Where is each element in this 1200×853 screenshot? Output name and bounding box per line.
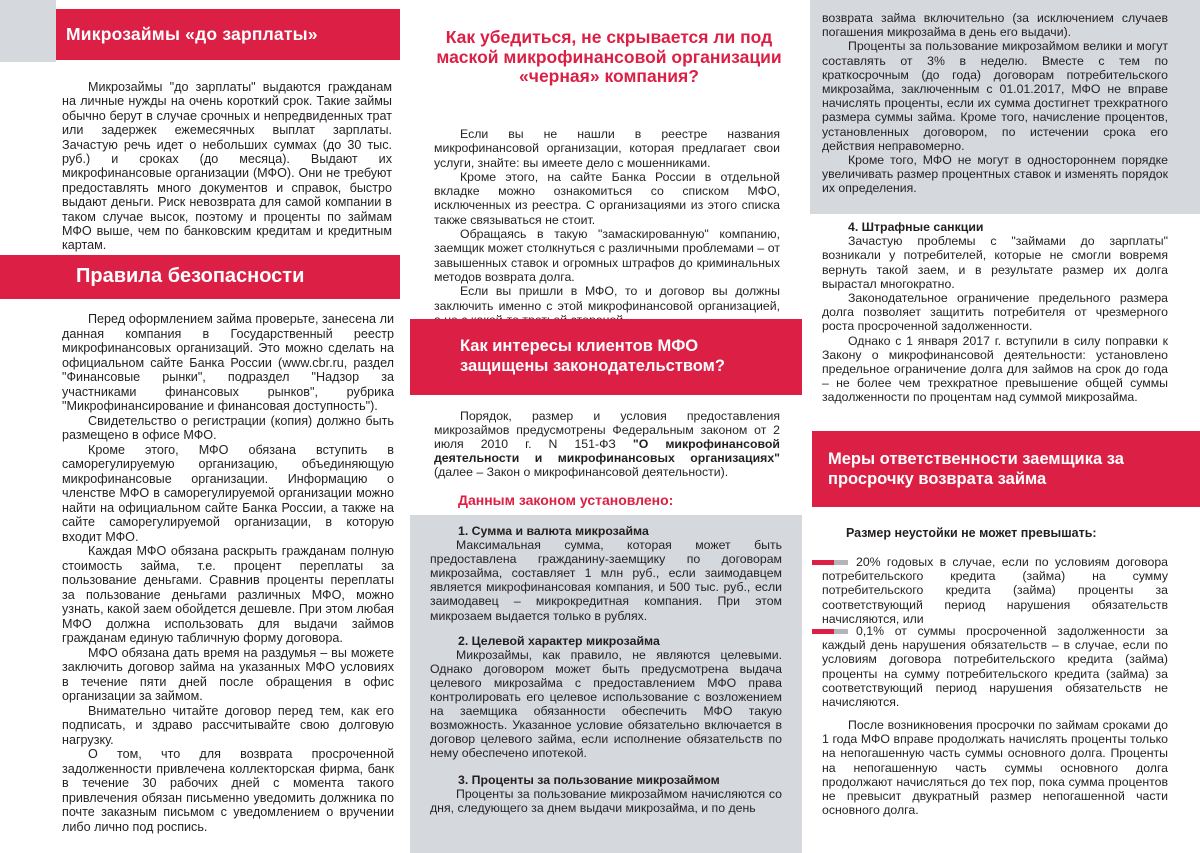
black-company-paragraph: Кроме этого, на сайте Банка России в отдельной вкладке можно ознакомиться со списком МФО, исключенных из реестра. С организациями из этого списка также связываться не стоит. — [434, 169, 780, 227]
law-name: "О микрофинансовой деятельности и микрофинансовых организациях" — [434, 437, 780, 465]
safety-paragraph: Перед оформлением займа проверьте, занесена ли данная компания в Государственный реестр микрофинансовых организаций. Это можно сделать на официальном сайте Банка России (www.cbr.ru, раздел "Финансовые рынки", подраздел "Надзор за участниками финансовых рынков", рубрика "Микрофинансирование и финансовая доступность"). — [62, 312, 394, 413]
law-item-title: 1. Сумма и валюта микрозайма — [458, 524, 649, 538]
interest-block — [822, 11, 1168, 196]
microloans-intro: Микрозаймы "до зарплаты" выдаются гражданам на личные нужды на очень короткий срок. Такие займы обычно берут в случае срочных и непредвиденных трат или задержек ежемесячных выплат зарплаты. Зачастую речь идет о небольших суммах (до 30 тыс. руб.) и сроках (до месяца). Выдают их микрофинансовые организации (МФО). Они не требуют предоставлять много документов и справок, быстро выдают деньги. Риск невозврата для самой компании в таком случае высок, поэтому и проценты по займам МФО выше, чем по банковским кредитам и кредитным картам. — [62, 80, 392, 253]
title-band-responsibility — [812, 431, 1200, 507]
column-2 — [400, 0, 810, 853]
penalties-paragraph: Однако с 1 января 2017 г. вступили в силу поправки к Закону о микрофинансовой деятельности: установлено предельное ограничение долга для займов на срок до года – не более чем трехкратное превышение общей суммы задолженности по процентам над суммой микрозайма. — [822, 333, 1168, 405]
title-band-protection — [410, 319, 802, 395]
safety-paragraph: Внимательно читайте договор перед тем, как его подписать, и здраво рассчитывайте свою долговую нагрузку. — [62, 703, 394, 747]
safety-paragraph: Кроме этого, МФО обязана вступить в саморегулируемую организацию, объединяющую микрофинансовые организации. Информацию о членстве МФО в саморегулируемой организации можно найти на официальном сайте Банка России, а также на сайте саморегулируемой организации, в которую входит МФО. — [62, 442, 394, 544]
protection-title: Как интересы клиентов МФО защищены законодательством? — [460, 337, 725, 375]
law-item-text: Микрозаймы, как правило, не являются целевыми. Однако договором может быть предусмотрена выдача целевого микрозайма с предоставлением МФО права контролировать его целевое использование с возложением на заемщика обязанности обеспечить МФО такую возможность. Указанное условие обязательно включается в договор целевого займа, если исполнение обязательств по нему обеспечено ипотекой. — [430, 647, 782, 761]
penalty-bullet-2: 0,1% от суммы просроченной задолженности за каждый день нарушения обязательств – в случае, если по условиям договора потребительского кредита (займа) проценты на сумму потребительского кредита (займа) за соответствующий период нарушения обязательств не начисляются. — [822, 624, 1168, 710]
microloans-intro-block — [62, 80, 392, 253]
penalties-title: 4. Штрафные санкции — [848, 220, 984, 234]
penalties-paragraph: Законодательное ограничение предельного размера долга позволяет защитить потребителя от чрезмерного роста просроченной задолженности. — [822, 291, 1168, 334]
safety-paragraph: Каждая МФО обязана раскрыть гражданам полную стоимость займа, т.е. процент переплаты за пользование деньгами. Сравнив проценты переплаты за пользование деньгами различных МФО, можно узнать, какой заем обойдется дешевле. При этом любая МФО должна использовать для выдачи займов гражданам единую табличную форму договора. — [62, 544, 394, 645]
penalties-block — [822, 220, 1168, 405]
safety-paragraph: Свидетельство о регистрации (копия) должно быть размещено в офисе МФО. — [62, 413, 394, 442]
law-established-heading: Данным законом установлено: — [458, 492, 674, 508]
interest-paragraph: Проценты за пользование микрозаймом велики и могут составлять от 3% в неделю. Вместе с тем по краткосрочным (до года) договорам потребительского микрозайма, заключенным с 01.01.2017, МФО не вправе начислять проценты, если их сумма достигнет трехкратного размера суммы займа. Кроме того, начисление процентов, установленных договором, по истечении срока его действия неправомерно. — [822, 39, 1168, 153]
microloans-title: Микрозаймы «до зарплаты» — [66, 24, 318, 44]
overdue-interest-block — [822, 718, 1168, 817]
law-intro — [434, 409, 780, 479]
safety-title: Правила безопасности — [76, 265, 305, 287]
penalties-paragraph: Зачастую проблемы с "займами до зарплаты" возникали у потребителей, которые не смогли вовремя вернуть такой заем, и в результате размер их долга вырастал многократно. — [822, 234, 1168, 291]
safety-paragraph: О том, что для возврата просроченной задолженности привлечена коллекторская фирма, банк в течение 30 рабочих дней с момента такого привлечения обязан письменно уведомить должника по почте заказным письмом с уведомлением о вручении либо лично под роспись. — [62, 747, 394, 834]
law-intro-suffix: (далее – Закон о микрофинансовой деятельности). — [434, 465, 729, 479]
column-1 — [0, 0, 400, 853]
overdue-interest-paragraph: После возникновения просрочки по займам сроками до 1 года МФО вправе продолжать начислять проценты только на непогашенную часть суммы основного долга. Проценты на непогашенную часть суммы основного долга продолжают начисляться до тех пор, пока сумма процентов не превысит двукратный размер непогашенной части основного долга. — [822, 718, 1168, 818]
law-item-title: 3. Проценты за пользование микрозаймом — [458, 772, 720, 787]
left-gray-margin — [0, 0, 56, 62]
safety-rules-block — [62, 312, 394, 834]
law-intro-block — [434, 409, 780, 479]
responsibility-title: Меры ответственности заемщика за просрочку возврата займа — [828, 450, 1124, 488]
interest-paragraph: Кроме того, МФО не могут в одностороннем порядке увеличивать размер процентных ставок и изменять порядок их определения. — [822, 153, 1168, 196]
black-company-paragraph: Обращаясь в такую "замаскированную" компанию, заемщик может столкнуться с различными проблемами – от завышенных ставок и огромных штрафов до криминальных методов возврата долга. — [434, 227, 780, 284]
title-band-microloans — [56, 9, 400, 60]
law-item-title: 2. Целевой характер микрозайма — [458, 633, 660, 648]
column-3 — [810, 0, 1200, 853]
interest-continuation: возврата займа включительно (за исключением случаев погашения микрозайма в день его выдачи). — [822, 11, 1168, 40]
black-company-paragraph: Если вы пришли в МФО, то и договор вы должны заключить именно с этой микрофинансовой организацией, — [434, 284, 780, 313]
black-company-paragraph: Если вы не нашли в реестре названия микрофинансовой организации, которая предлагает свои услуги, знайте: вы имеете дело с мошенниками. — [434, 127, 780, 170]
law-item-text: Проценты за пользование микрозаймом начисляются со дня, следующего за днем выдачи микрозайма, и по день — [430, 786, 782, 815]
penalty-bullet-1: 20% годовых в случае, если по условиям договора потребительского кредита (займа) на сумму потребительского кредита (займа) проценты за соответствующий период нарушения обязательств начисляются, или — [822, 555, 1168, 626]
law-item-text: Максимальная сумма, которая может быть предоставлена гражданину-заемщику по договорам микрозайма, составляет 1 млн руб., если заимодавцем является микрофинансовая компания, и 500 тыс. руб., если заимодавец – микрокредитная компания. При этом микрозаем выдается только в рублях. — [430, 538, 782, 623]
law-intro-prefix: Порядок, размер и условия предоставления микрозаймов предусмотрены Федеральным законом от 2 июля 2010 г. N 151-ФЗ — [434, 409, 780, 451]
penalty-heading: Размер неустойки не может превышать: — [846, 526, 1097, 540]
title-band-safety — [0, 255, 400, 299]
black-company-block — [434, 127, 780, 327]
safety-paragraph: МФО обязана дать время на раздумья – вы можете заключить договор займа на указанных МФО условиях в течение пяти дней после обращения в офис организации за займом. — [62, 645, 394, 703]
black-company-title: Как убедиться, не скрывается ли под маской микрофинансовой организации «черная» компания? — [436, 27, 782, 86]
law-items-block — [430, 524, 782, 815]
